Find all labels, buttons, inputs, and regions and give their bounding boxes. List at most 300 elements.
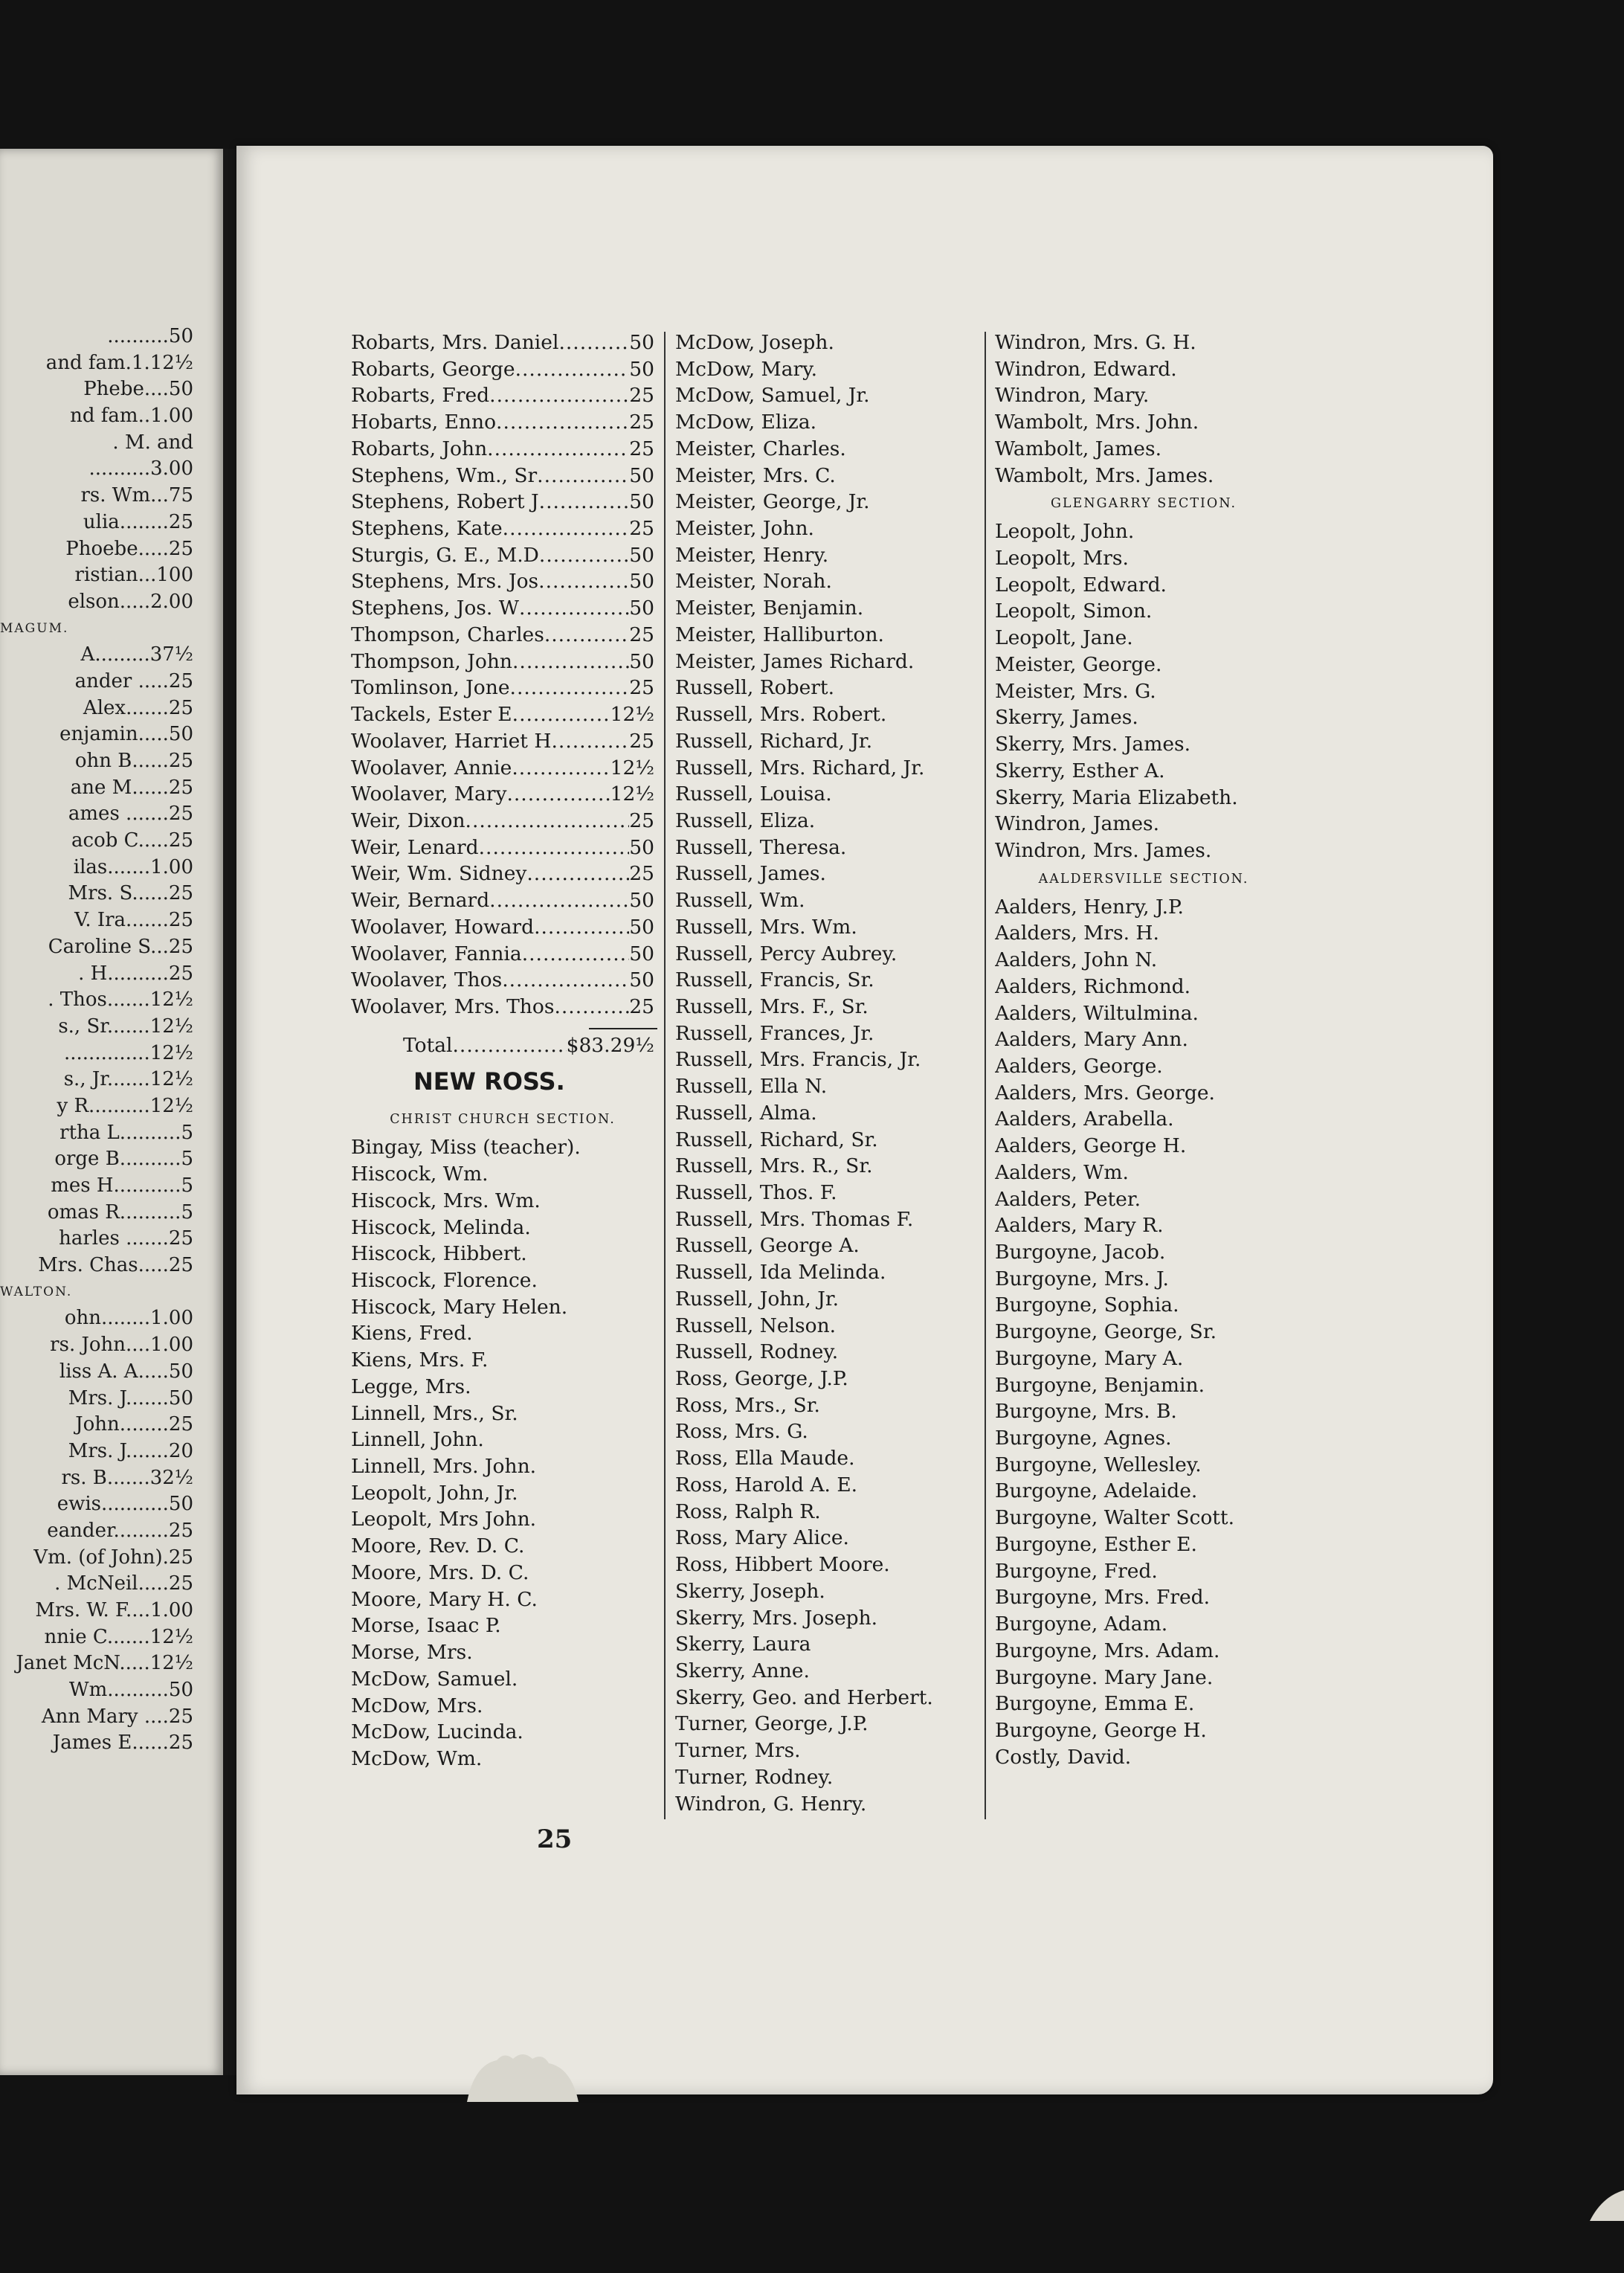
glengarry-section-heading: GLENGARRY SECTION. <box>1050 496 1237 512</box>
left-page-line: s., Sr.......12½ <box>58 1015 193 1038</box>
left-page-line: Vm. (of John).25 <box>33 1546 193 1569</box>
member-name: Leopolt, Edward. <box>995 573 1167 597</box>
left-page-line: nd fam..1.00 <box>70 405 193 428</box>
member-name: Burgoyne, Mrs. Fred. <box>995 1586 1211 1610</box>
member-name: Hiscock, Mary Helen. <box>351 1295 568 1319</box>
dot-leader <box>519 595 629 622</box>
dot-leader <box>489 382 629 409</box>
subscription-amount: 50 <box>629 889 654 913</box>
left-facing-page <box>0 149 223 2075</box>
member-name: Burgoyne, George H. <box>995 1718 1207 1742</box>
subscriber-name: Woolaver, Thos <box>351 968 503 992</box>
member-name: Burgoyne, Jacob. <box>995 1241 1166 1264</box>
column-3 <box>995 329 1292 1770</box>
dot-leader <box>539 489 630 515</box>
subscription-amount: 50 <box>629 915 654 939</box>
left-page-line: elson.....2.00 <box>68 590 193 613</box>
member-name: Skerry, Anne. <box>675 1659 810 1682</box>
left-page-line: . M. and <box>112 431 193 454</box>
member-name: Burgoyne, Esther E. <box>995 1532 1197 1556</box>
member-name: Morse, Mrs. <box>351 1641 473 1665</box>
member-name: Skerry, Esther A. <box>995 759 1165 782</box>
member-name: Kiens, Mrs. F. <box>351 1348 489 1372</box>
left-page-line: rs. Wm...75 <box>80 484 193 507</box>
column-rule <box>664 332 666 1819</box>
member-name: McDow, Lucinda. <box>351 1720 523 1744</box>
member-name: Wambolt, Mrs. James. <box>995 463 1214 487</box>
member-name: Burgoyne, Adelaide. <box>995 1479 1198 1503</box>
subscriber-name: Weir, Dixon <box>351 808 465 832</box>
dot-leader <box>502 967 629 994</box>
left-page-line: rs. B.......32½ <box>61 1466 193 1489</box>
left-page-line: mes H...........5 <box>51 1174 193 1197</box>
subscriber-row <box>351 542 654 569</box>
member-name: Russell, Eliza. <box>675 808 816 832</box>
member-name: Meister, George, Jr. <box>675 490 870 514</box>
member-name: Skerry, Mrs. James. <box>995 733 1191 756</box>
dot-leader <box>544 622 629 649</box>
dot-leader <box>551 728 629 755</box>
subscriber-name: Stephens, Mrs. Jos <box>351 570 539 594</box>
subscription-amount: 12½ <box>610 756 654 779</box>
member-name: Ross, George, J.P. <box>675 1367 848 1391</box>
dot-leader <box>496 409 629 436</box>
left-page-line: rtha L..........5 <box>59 1121 193 1144</box>
subscriber-name: Robarts, George <box>351 357 515 381</box>
member-name: McDow, Mrs. <box>351 1694 483 1717</box>
member-name: Windron, G. Henry. <box>675 1792 867 1816</box>
member-name: Wambolt, James. <box>995 437 1162 460</box>
subscription-amount: 25 <box>629 862 654 886</box>
aaldersville-names <box>995 894 1292 1771</box>
member-name: Aalders, Richmond. <box>995 974 1191 998</box>
member-name: Skerry, Mrs. Joseph. <box>675 1606 878 1630</box>
subscriber-name: Stephens, Robert J <box>351 490 539 514</box>
left-page-line: and fam.1.12½ <box>45 351 193 374</box>
subscriber-row <box>351 409 654 436</box>
member-name: Hiscock, Melinda. <box>351 1215 531 1239</box>
left-page-line: Mrs. Chas.....25 <box>38 1254 193 1277</box>
total-rule <box>589 1028 657 1029</box>
member-name: Aalders, Henry, J.P. <box>995 895 1184 919</box>
member-name: Russell, John, Jr. <box>675 1287 840 1311</box>
member-name: Windron, Mrs. G. H. <box>995 331 1196 354</box>
left-page-line: ander .....25 <box>74 669 193 692</box>
member-name: Russell, James. <box>675 862 826 886</box>
member-name: Kiens, Fred. <box>351 1322 473 1346</box>
subscription-amount: 50 <box>629 968 654 992</box>
column-2 <box>675 329 980 1817</box>
member-name: McDow, Wm. <box>351 1746 483 1770</box>
member-name: McDow, Samuel, Jr. <box>675 384 870 408</box>
subscription-amount: 50 <box>629 835 654 859</box>
member-name: Aalders, Peter. <box>995 1187 1141 1211</box>
member-name: Linnell, Mrs. John. <box>351 1455 537 1479</box>
dot-leader <box>558 329 629 356</box>
member-name: Russell, Francis, Sr. <box>675 968 874 992</box>
member-name: Turner, Rodney. <box>675 1765 834 1789</box>
subscriber-name: Robarts, John <box>351 437 488 460</box>
member-name: Meister, Mrs. C. <box>675 463 836 487</box>
member-name: Moore, Mrs. D. C. <box>351 1560 529 1584</box>
member-name: Skerry, Laura <box>675 1633 811 1656</box>
right-page <box>236 146 1493 2094</box>
member-name: Meister, James Richard. <box>675 649 915 673</box>
subscription-amount: 12½ <box>610 782 654 806</box>
left-page-line: Janet McN.....12½ <box>16 1652 193 1675</box>
left-page-line: ilas.......1.00 <box>73 855 193 878</box>
left-page-line: . H..........25 <box>78 962 193 985</box>
member-name: Russell, Ida Melinda. <box>675 1261 886 1285</box>
left-page-line: V. Ira.......25 <box>74 909 193 932</box>
subscriber-row <box>351 675 654 701</box>
left-page-line: ane M......25 <box>70 776 193 799</box>
left-page-line: Wm..........50 <box>68 1679 193 1702</box>
member-name: Meister, George. <box>995 652 1162 676</box>
member-name: Russell, Theresa. <box>675 835 847 859</box>
member-name: Russell, Mrs. Richard, Jr. <box>675 756 925 779</box>
christ-church-names <box>351 1134 654 1772</box>
subscription-amount: 12½ <box>610 703 654 727</box>
member-name: Linnell, Mrs., Sr. <box>351 1401 518 1425</box>
glengarry-names <box>995 518 1292 864</box>
dot-leader <box>465 808 630 835</box>
member-name: McDow, Samuel. <box>351 1667 518 1691</box>
christ-church-section-heading: CHRIST CHURCH SECTION. <box>390 1112 616 1128</box>
member-name: Aalders, Mrs. H. <box>995 922 1159 945</box>
member-name: Ross, Ralph R. <box>675 1499 821 1523</box>
left-page-line: ..............12½ <box>64 1041 193 1064</box>
dot-leader <box>487 436 629 463</box>
subscriber-name: Robarts, Mrs. Daniel <box>351 331 559 354</box>
subscriber-row <box>351 861 654 887</box>
subscriber-row <box>351 622 654 649</box>
dot-leader <box>537 463 629 489</box>
subscriber-row <box>351 329 654 356</box>
dot-leader <box>479 835 630 861</box>
member-name: Hiscock, Florence. <box>351 1269 538 1292</box>
subscriber-name: Stephens, Jos. W <box>351 597 519 620</box>
member-name: Russell, Mrs. R., Sr. <box>675 1154 873 1178</box>
member-name: Skerry, Geo. and Herbert. <box>675 1685 933 1709</box>
subscriber-row <box>351 489 654 515</box>
member-name: Costly, David. <box>995 1745 1132 1769</box>
subscriber-name: Woolaver, Harriet H <box>351 729 552 753</box>
subscriber-row <box>351 515 654 542</box>
member-name: Russell, Mrs. F., Sr. <box>675 994 869 1018</box>
new-ross-heading: NEW ROSS. <box>413 1067 565 1096</box>
member-name: Leopolt, John. <box>995 520 1135 544</box>
member-name: Russell, Richard, Jr. <box>675 729 873 753</box>
subscriber-name: Weir, Wm. Sidney <box>351 862 527 886</box>
member-name: Windron, James. <box>995 812 1160 836</box>
member-name: Aalders, Wm. <box>995 1160 1129 1184</box>
member-name: Meister, Henry. <box>675 543 829 567</box>
left-page-line: ..........50 <box>107 325 193 347</box>
member-name: Russell, Mrs. Thomas F. <box>675 1207 914 1231</box>
member-name: Aalders, Mrs. George. <box>995 1081 1215 1105</box>
member-name: Leopolt, Mrs. <box>995 547 1129 570</box>
left-page-line: orge B..........5 <box>54 1148 193 1171</box>
aaldersville-section-heading: AALDERSVILLE SECTION. <box>1038 871 1249 887</box>
subscriber-name: Woolaver, Fannia <box>351 942 522 965</box>
column-rule <box>985 332 986 1819</box>
member-name: Ross, Mrs., Sr. <box>675 1393 820 1417</box>
member-name: Russell, Thos. F. <box>675 1181 837 1204</box>
member-name: Hiscock, Mrs. Wm. <box>351 1189 541 1212</box>
left-section-heading: MAGUM. <box>0 620 69 636</box>
subscriber-row <box>351 755 654 782</box>
dot-leader <box>515 356 630 383</box>
member-name: Meister, Halliburton. <box>675 623 884 646</box>
member-name: Burgoyne. Mary Jane. <box>995 1665 1214 1689</box>
member-name: Meister, Charles. <box>675 437 846 460</box>
dot-leader <box>539 542 629 569</box>
member-name: Russell, Louisa. <box>675 782 832 806</box>
subscriber-name: Stephens, Wm., Sr <box>351 463 538 487</box>
member-name: Ross, Harold A. E. <box>675 1473 858 1496</box>
left-page-line: Phoebe.....25 <box>65 537 193 560</box>
subscription-amount: 50 <box>629 357 654 381</box>
member-name: Turner, Mrs. <box>675 1739 801 1763</box>
subscription-amount: 25 <box>629 437 654 460</box>
subscription-amount: 50 <box>629 490 654 514</box>
subscription-amount: 25 <box>629 411 654 434</box>
member-name: Burgoyne, Mrs. B. <box>995 1400 1177 1424</box>
total-amount: $83.29½ <box>566 1033 654 1057</box>
left-page-line: harles .......25 <box>59 1227 193 1250</box>
dot-leader <box>510 675 630 701</box>
left-page-line: acob C.....25 <box>71 829 193 852</box>
subscription-amount: 50 <box>629 543 654 567</box>
subscriber-name: Woolaver, Annie <box>351 756 512 779</box>
subscription-amount: 25 <box>629 729 654 753</box>
dot-leader <box>512 755 610 782</box>
member-name: Russell, Mrs. Francis, Jr. <box>675 1048 921 1072</box>
subscription-amount: 50 <box>629 463 654 487</box>
member-name: Burgoyne, Benjamin. <box>995 1373 1205 1397</box>
member-name: Wambolt, Mrs. John. <box>995 411 1199 434</box>
left-page-line: Phebe....50 <box>83 378 193 401</box>
subscription-amount: 25 <box>629 676 654 700</box>
left-page-line: enjamin.....50 <box>59 723 193 746</box>
member-name: Ross, Mary Alice. <box>675 1526 849 1550</box>
member-name: Moore, Rev. D. C. <box>351 1534 525 1558</box>
dot-leader <box>554 994 629 1020</box>
member-name: Burgoyne, Mrs. J. <box>995 1267 1169 1290</box>
member-name: Windron, Edward. <box>995 357 1177 381</box>
member-name: Bingay, Miss (teacher). <box>351 1136 581 1160</box>
member-name: Burgoyne, Agnes. <box>995 1427 1172 1450</box>
scalloped-stain-ornament <box>467 2050 579 2102</box>
dot-leader <box>534 914 629 941</box>
left-page-line: s., Jr.......12½ <box>63 1068 193 1091</box>
subscriber-row <box>351 728 654 755</box>
member-name: Aalders, Wiltulmina. <box>995 1001 1199 1025</box>
member-name: Burgoyne, Emma E. <box>995 1692 1195 1716</box>
left-page-line: liss A. A.....50 <box>59 1360 193 1383</box>
left-page-line: omas R..........5 <box>47 1200 193 1224</box>
total-row <box>351 1032 654 1059</box>
member-name: Leopolt, Mrs John. <box>351 1508 537 1531</box>
member-name: Burgoyne, Walter Scott. <box>995 1506 1234 1530</box>
dot-leader <box>522 941 630 968</box>
subscription-amount: 25 <box>629 808 654 832</box>
member-name: Russell, Wm. <box>675 889 805 913</box>
left-page-line: A.........37½ <box>80 643 193 666</box>
subscriber-name: Thompson, Charles <box>351 623 544 646</box>
left-page-line: nnie C.......12½ <box>44 1625 193 1648</box>
member-name: Burgoyne, Adam. <box>995 1613 1168 1636</box>
left-page-line: ristian...100 <box>74 564 193 587</box>
dot-leader <box>489 887 629 914</box>
column-2-names <box>675 329 980 1817</box>
member-name: Windron, Mary. <box>995 384 1150 408</box>
member-name: Ross, Ella Maude. <box>675 1447 855 1470</box>
subscriber-list-amounts <box>351 329 654 1020</box>
subscriber-row <box>351 701 654 728</box>
subscriber-row <box>351 649 654 675</box>
subscriber-row <box>351 994 654 1020</box>
member-name: Hiscock, Hibbert. <box>351 1242 527 1266</box>
member-name: Russell, Robert. <box>675 676 834 700</box>
member-name: Linnell, John. <box>351 1428 484 1452</box>
member-name: Russell, Mrs. Robert. <box>675 703 887 727</box>
member-name: Leopolt, John, Jr. <box>351 1481 518 1505</box>
left-page-column <box>0 324 193 1757</box>
subscriber-row <box>351 382 654 409</box>
subscriber-name: Thompson, John <box>351 649 512 673</box>
member-name: Aalders, Mary Ann. <box>995 1028 1188 1052</box>
dot-leader <box>526 861 629 887</box>
left-page-line: eander.........25 <box>47 1519 193 1542</box>
member-name: Aalders, John N. <box>995 948 1158 972</box>
left-page-line: Mrs. J.......20 <box>68 1439 193 1462</box>
left-page-line: rs. John....1.00 <box>50 1334 193 1357</box>
subscription-amount: 50 <box>629 597 654 620</box>
member-name: Meister, Benjamin. <box>675 597 864 620</box>
subscriber-name: Tackels, Ester E <box>351 703 512 727</box>
member-name: McDow, Joseph. <box>675 331 834 354</box>
subscriber-row <box>351 835 654 861</box>
subscription-amount: 50 <box>629 649 654 673</box>
total-label: Total <box>403 1033 453 1057</box>
left-page-line: Alex.......25 <box>83 696 193 719</box>
left-page-line: Mrs. J.......50 <box>68 1386 193 1409</box>
member-name: Skerry, Joseph. <box>675 1579 825 1603</box>
dot-leader <box>538 568 629 595</box>
subscriber-row <box>351 967 654 994</box>
subscriber-name: Woolaver, Howard <box>351 915 535 939</box>
left-page-line: James E......25 <box>52 1732 193 1755</box>
left-page-line: ohn B......25 <box>74 750 193 772</box>
left-page-line: John........25 <box>75 1413 193 1436</box>
member-name: Skerry, James. <box>995 706 1138 730</box>
book-gutter <box>223 149 236 2075</box>
subscriber-row <box>351 914 654 941</box>
subscriber-name: Weir, Bernard <box>351 889 490 913</box>
left-page-line: ulia........25 <box>83 510 193 533</box>
subscriber-name: Weir, Lenard <box>351 835 479 859</box>
left-section-heading: WALTON. <box>0 1284 73 1299</box>
member-name: Meister, John. <box>675 517 814 541</box>
subscription-amount: 25 <box>629 517 654 541</box>
left-page-line: ..........3.00 <box>88 457 193 480</box>
subscriber-name: Sturgis, G. E., M.D <box>351 543 539 567</box>
subscription-amount: 25 <box>629 623 654 646</box>
page-number: 25 <box>537 1824 573 1854</box>
left-page-line: Caroline S...25 <box>48 935 193 958</box>
column-1 <box>351 329 654 1772</box>
member-name: Skerry, Maria Elizabeth. <box>995 785 1238 809</box>
member-name: Meister, Mrs. G. <box>995 679 1156 703</box>
member-name: Hiscock, Wm. <box>351 1163 489 1186</box>
member-name: Legge, Mrs. <box>351 1375 471 1398</box>
member-name: Ross, Mrs. G. <box>675 1420 808 1444</box>
left-page-line: Ann Mary ....25 <box>41 1705 193 1728</box>
subscriber-name: Stephens, Kate <box>351 517 503 541</box>
member-name: Morse, Isaac P. <box>351 1614 501 1638</box>
dot-leader <box>512 649 629 675</box>
member-name: Leopolt, Simon. <box>995 599 1153 623</box>
subscriber-row <box>351 808 654 835</box>
subscriber-name: Hobarts, Enno <box>351 411 497 434</box>
subscriber-name: Robarts, Fred <box>351 384 490 408</box>
windron-wambolt-names <box>995 329 1292 489</box>
subscription-amount: 50 <box>629 570 654 594</box>
subscription-amount: 50 <box>629 942 654 965</box>
subscriber-row <box>351 436 654 463</box>
left-page-line: ames .......25 <box>68 803 193 826</box>
member-name: McDow, Mary. <box>675 357 818 381</box>
left-page-line: y R..........12½ <box>57 1094 193 1117</box>
member-name: Turner, George, J.P. <box>675 1712 869 1736</box>
member-name: Leopolt, Jane. <box>995 626 1133 650</box>
member-name: Russell, Alma. <box>675 1101 817 1125</box>
member-name: Russell, Rodney. <box>675 1340 839 1364</box>
subscriber-name: Tomlinson, Jone <box>351 676 510 700</box>
subscription-amount: 50 <box>629 331 654 354</box>
subscriber-row <box>351 463 654 489</box>
corner-stain-ornament <box>1590 2169 1624 2221</box>
subscriber-row <box>351 595 654 622</box>
dot-leader <box>506 781 610 808</box>
member-name: Russell, Mrs. Wm. <box>675 915 857 939</box>
member-name: Windron, Mrs. James. <box>995 838 1212 862</box>
subscriber-row <box>351 781 654 808</box>
member-name: Russell, Nelson. <box>675 1314 837 1337</box>
member-name: Burgoyne, George, Sr. <box>995 1320 1217 1344</box>
left-page-line: . Thos.......12½ <box>48 988 193 1012</box>
member-name: Aalders, George H. <box>995 1134 1187 1158</box>
left-page-line: ewis...........50 <box>57 1493 193 1516</box>
subscriber-name: Woolaver, Mary <box>351 782 507 806</box>
left-page-line: . McNeil.....25 <box>54 1572 193 1595</box>
member-name: Moore, Mary H. C. <box>351 1587 538 1611</box>
left-page-line: ohn........1.00 <box>64 1307 193 1330</box>
subscription-amount: 25 <box>629 384 654 408</box>
member-name: Aalders, Arabella. <box>995 1107 1174 1131</box>
member-name: Ross, Hibbert Moore. <box>675 1553 890 1577</box>
member-name: Russell, George A. <box>675 1234 860 1258</box>
member-name: McDow, Eliza. <box>675 411 817 434</box>
member-name: Russell, Ella N. <box>675 1075 828 1099</box>
member-name: Russell, Frances, Jr. <box>675 1021 874 1045</box>
dot-leader <box>512 701 610 728</box>
member-name: Burgoyne, Wellesley. <box>995 1453 1202 1476</box>
member-name: Aalders, George. <box>995 1054 1163 1078</box>
member-name: Meister, Norah. <box>675 570 832 594</box>
